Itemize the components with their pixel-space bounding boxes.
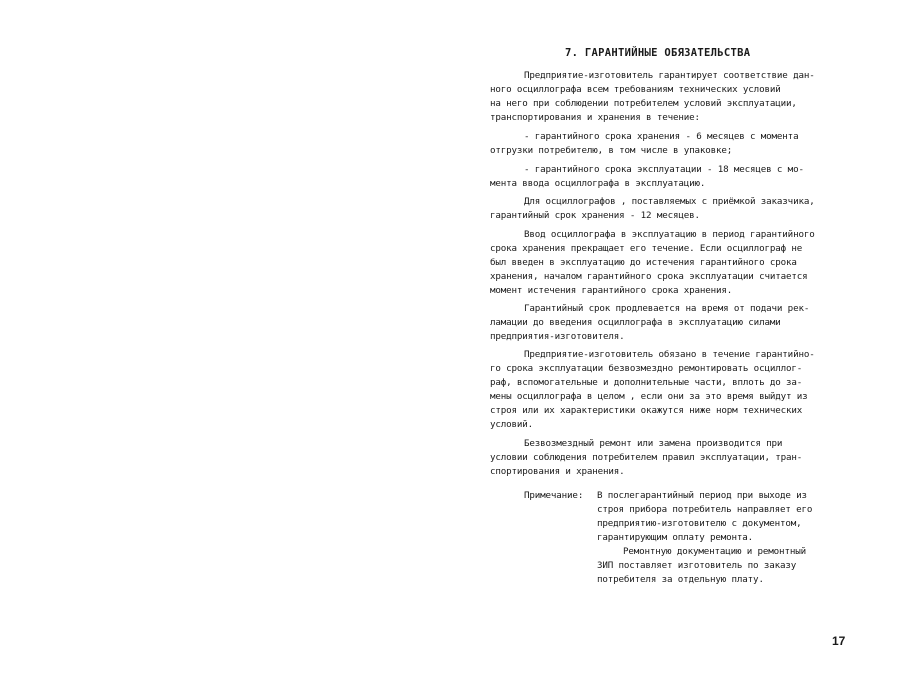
paragraph-line: момент истечения гарантийного срока хранения. <box>490 285 733 296</box>
section-title: 7. ГАРАНТИЙНЫЕ ОБЯЗАТЕЛЬСТВА <box>565 47 751 59</box>
paragraph-line: Ввод осциллографа в эксплуатацию в период гарантийного <box>524 229 815 240</box>
paragraph-line: Гарантийный срок продлевается на время от подачи рек- <box>524 303 810 314</box>
note-line: строя прибора потребитель направляет его <box>597 504 813 515</box>
note-line: предприятию-изготовителю с документом, <box>597 518 802 529</box>
paragraph-line: условий. <box>490 419 534 430</box>
paragraph-line: го срока эксплуатации безвозмездно ремонтировать осциллог- <box>490 363 803 374</box>
paragraph-line: ного осциллографа всем требованиям технических условий <box>490 84 781 95</box>
paragraph-line: спортирования и хранения. <box>490 466 625 477</box>
paragraph-line: на него при соблюдении потребителем условий эксплуатации, <box>490 98 797 109</box>
paragraph-line: - гарантийного срока хранения - 6 месяцев с момента <box>524 131 799 142</box>
paragraph-line: хранения, началом гарантийного срока эксплуатации считается <box>490 271 808 282</box>
paragraph-line: условии соблюдения потребителем правил эксплуатации, тран- <box>490 452 803 463</box>
paragraph-line: отгрузки потребителю, в том числе в упаковке; <box>490 145 733 156</box>
paragraph-line: ламации до введения осциллографа в эксплуатацию силами <box>490 317 781 328</box>
page-number: 17 <box>832 634 846 648</box>
note-label: Примечание: <box>524 490 584 501</box>
note-line: В послегарантийный период при выходе из <box>597 490 807 501</box>
paragraph-line: был введен в эксплуатацию до истечения гарантийного срока <box>490 257 797 268</box>
paragraph-line: транспортирования и хранения в течение: <box>490 112 700 123</box>
paragraph-line: мены осциллографа в целом , если они за это время выйдут из <box>490 391 808 402</box>
note-line: гарантирующим оплату ремонта. <box>597 532 754 543</box>
paragraph-line: предприятия-изготовителя. <box>490 331 625 342</box>
paragraph-line: Безвозмездный ремонт или замена производится при <box>524 438 783 449</box>
note-line: ЗИП поставляет изготовитель по заказу <box>597 560 797 571</box>
paragraph-line: - гарантийного срока эксплуатации - 18 месяцев с мо- <box>524 164 804 175</box>
paragraph-line: раф, вспомогательные и дополнительные части, вплоть до за- <box>490 377 803 388</box>
note-line: потребителя за отдельную плату. <box>597 574 764 585</box>
paragraph-line: Для осциллографов , поставляемых с приёмкой заказчика, <box>524 196 815 207</box>
paragraph-line: Предприятие-изготовитель гарантирует соответствие дан- <box>524 70 815 81</box>
paragraph-line: Предприятие-изготовитель обязано в течение гарантийно- <box>524 349 815 360</box>
paragraph-line: срока хранения прекращает его течение. Если осциллограф не <box>490 243 803 254</box>
paragraph-line: строя или их характеристики окажутся ниже норм технических <box>490 405 803 416</box>
paragraph-line: мента ввода осциллографа в эксплуатацию. <box>490 178 706 189</box>
note-line: Ремонтную документацию и ремонтный <box>623 546 806 557</box>
paragraph-line: гарантийный срок хранения - 12 месяцев. <box>490 210 700 221</box>
